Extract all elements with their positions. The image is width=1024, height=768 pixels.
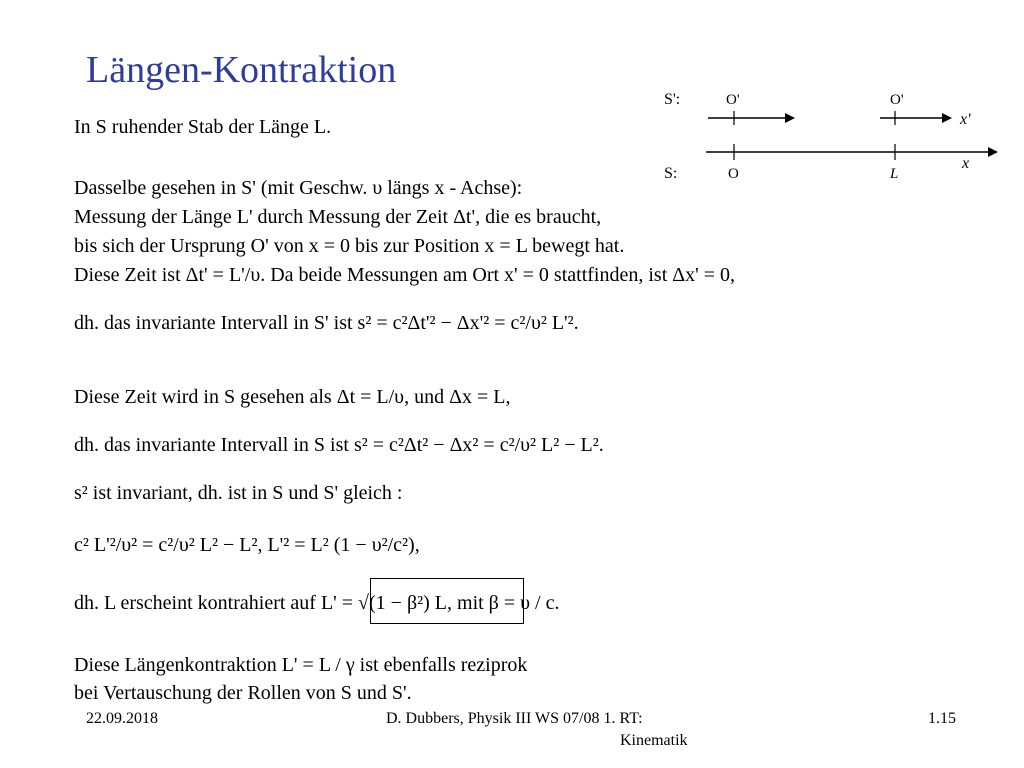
text-line-11: dh. L erscheint kontrahiert auf L' = √(1 − β²) L, mit β = υ / c. [74, 592, 560, 614]
footer-course-line2: Kinematik [620, 732, 688, 749]
footer-page: 1.15 [928, 710, 956, 727]
text-line-1: In S ruhender Stab der Länge L. [74, 116, 332, 138]
footer-date: 22.09.2018 [86, 710, 158, 727]
text-line-6: dh. das invariante Intervall in S' ist s² = c²Δt'² − Δx'² = c²/υ² L'². [74, 312, 579, 334]
origin-prime-left-label: O' [726, 92, 740, 108]
origin-prime-right-label: O' [890, 92, 904, 108]
length-mark-label: L [890, 166, 899, 182]
axis-x-label: x [962, 155, 970, 172]
frame-s-label: S: [664, 165, 678, 182]
text-line-8: dh. das invariante Intervall in S ist s² = c²Δt² − Δx² = c²/υ² L² − L². [74, 434, 604, 456]
text-line-3: Messung der Länge L' durch Messung der Zeit Δt', die es braucht, [74, 206, 602, 228]
text-line-13: bei Vertauschung der Rollen von S und S'. [74, 682, 412, 704]
text-line-10: c² L'²/υ² = c²/υ² L² − L², L'² = L² (1 − υ²/c²), [74, 534, 420, 556]
frame-s-prime-label: S': [664, 91, 681, 108]
slide-title: Längen-Kontraktion [86, 49, 397, 91]
frame-diagram [650, 86, 1010, 186]
text-line-7: Diese Zeit wird in S gesehen als Δt = L/υ, und Δx = L, [74, 386, 511, 408]
text-line-5: Diese Zeit ist Δt' = L'/υ. Da beide Messungen am Ort x' = 0 stattfinden, ist Δx' = 0, [74, 264, 735, 286]
origin-label: O [728, 166, 739, 182]
axis-x-prime-label: x' [960, 111, 971, 128]
text-line-2: Dasselbe gesehen in S' (mit Geschw. υ längs x - Achse): [74, 177, 523, 199]
text-line-12: Diese Längenkontraktion L' = L / γ ist ebenfalls reziprok [74, 654, 528, 676]
text-line-4: bis sich der Ursprung O' von x = 0 bis zur Position x = L bewegt hat. [74, 235, 625, 257]
footer-course-line1: D. Dubbers, Physik III WS 07/08 1. RT: [386, 710, 643, 727]
text-line-9: s² ist invariant, dh. ist in S und S' gleich : [74, 482, 403, 504]
